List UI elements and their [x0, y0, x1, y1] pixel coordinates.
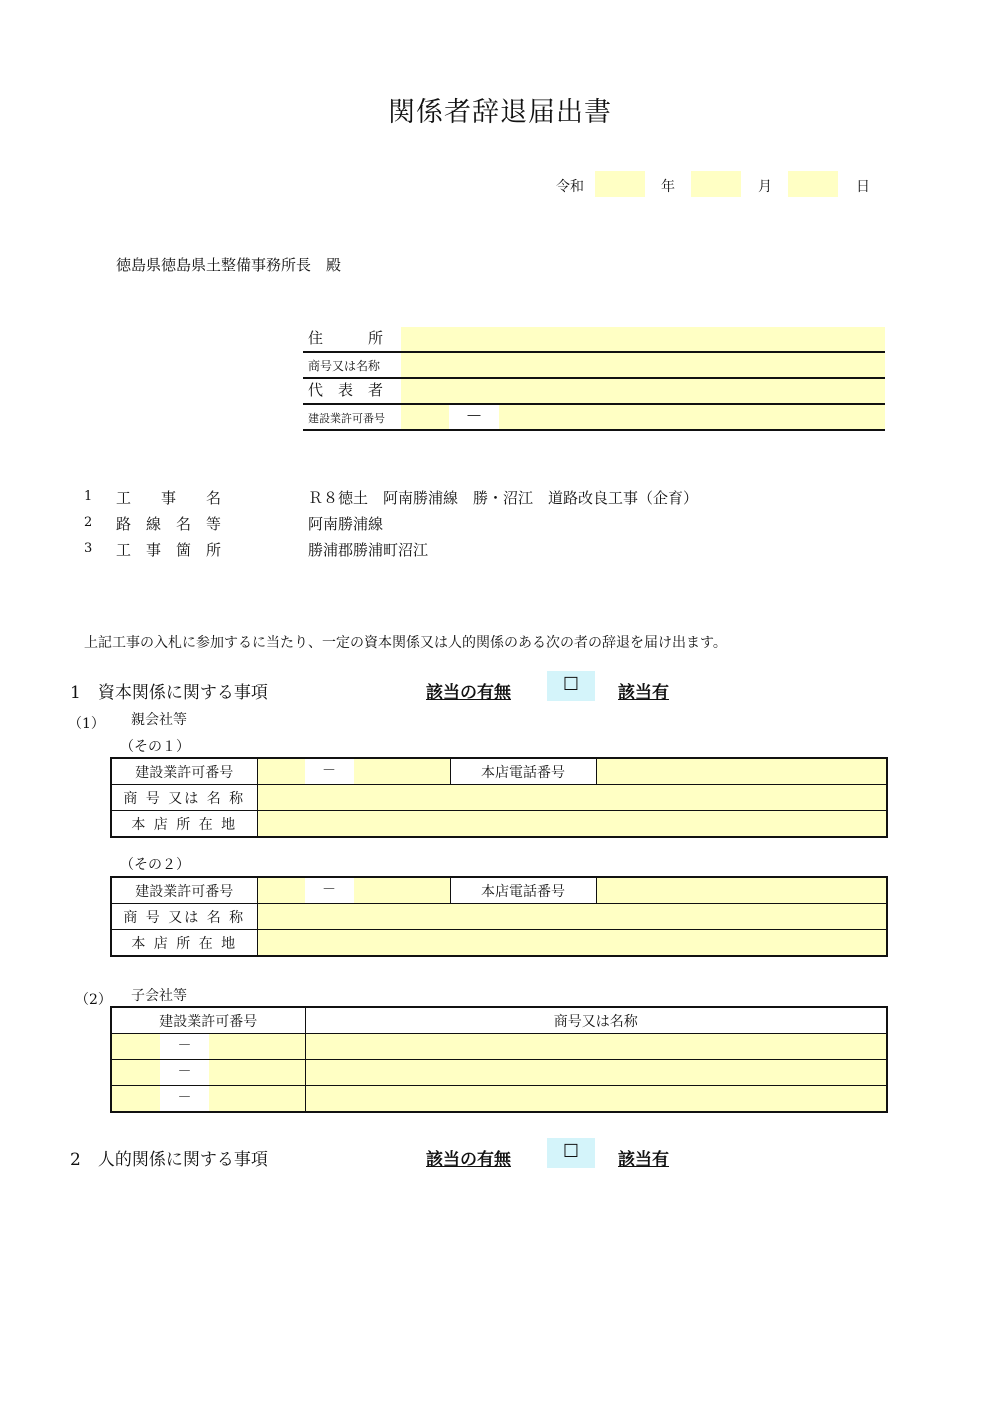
month-label: 月: [758, 179, 772, 195]
child-name-input[interactable]: [305, 1060, 887, 1086]
child-title: 子会社等: [131, 988, 187, 1004]
child-name-header: 商号又は名称: [305, 1007, 887, 1034]
day-label: 日: [856, 179, 870, 195]
license-number-input[interactable]: [209, 1060, 305, 1085]
parent-sub2-label: （その２）: [120, 857, 190, 873]
phone-label: 本店電話番号: [450, 758, 596, 785]
license-cell: [257, 877, 450, 904]
item-value: 勝浦郡勝浦町沼江: [308, 541, 429, 559]
license-number-input[interactable]: [209, 1086, 305, 1111]
name-label: 商号又は名称: [308, 359, 381, 373]
section2-title: 2 人的関係に関する事項: [70, 1150, 268, 1170]
representative-label: 代 表 者: [308, 381, 384, 399]
license-cell: [257, 758, 450, 785]
license-prefix-input[interactable]: [258, 878, 305, 903]
license-label: 建設業許可番号: [308, 412, 385, 425]
license-dash: －: [160, 1086, 209, 1111]
item-label: 工 事 名: [116, 489, 222, 507]
name-input[interactable]: [401, 353, 885, 377]
representative-input[interactable]: [401, 379, 885, 403]
year-input[interactable]: [595, 171, 645, 197]
license-prefix-input[interactable]: [112, 1034, 160, 1059]
license-dash: －: [160, 1060, 209, 1085]
section1-question: 該当の有無: [426, 683, 511, 703]
phone-label: 本店電話番号: [450, 877, 596, 904]
company-address-label: 本 店 所 在 地: [111, 811, 257, 838]
table-row: [111, 1086, 887, 1113]
section1-answer: 該当有: [618, 683, 669, 703]
phone-input[interactable]: [596, 877, 887, 904]
section1-title: 1 資本関係に関する事項: [70, 683, 268, 703]
parent-table-2: [110, 876, 888, 957]
company-address-input[interactable]: [257, 930, 887, 957]
era-label: 令和: [556, 179, 584, 195]
item-number: 3: [84, 541, 93, 556]
license-number-input[interactable]: [499, 405, 885, 429]
item-number: 2: [84, 515, 93, 530]
phone-input[interactable]: [596, 758, 887, 785]
license-prefix-input[interactable]: [112, 1060, 160, 1085]
company-name-input[interactable]: [257, 785, 887, 811]
license-dash: －: [305, 759, 354, 784]
section2-answer: 該当有: [618, 1150, 669, 1170]
license-label: 建設業許可番号: [111, 877, 257, 904]
item-label: 工 事 箇 所: [116, 541, 222, 559]
child-license-header: 建設業許可番号: [111, 1007, 305, 1034]
month-input[interactable]: [691, 171, 741, 197]
child-table: [110, 1006, 888, 1113]
page-title: 関係者辞退届出書: [388, 97, 612, 128]
child-name-input[interactable]: [305, 1086, 887, 1113]
address-input[interactable]: [401, 327, 885, 351]
license-number-input[interactable]: [354, 759, 450, 784]
item-number: 1: [84, 489, 93, 504]
parent-table-1: [110, 757, 888, 838]
year-label: 年: [661, 179, 675, 195]
parent-number: （1）: [68, 716, 105, 732]
addressee: 徳島県徳島県土整備事務所長 殿: [116, 256, 342, 274]
company-name-input[interactable]: [257, 904, 887, 930]
child-name-input[interactable]: [305, 1034, 887, 1060]
item-label: 路 線 名 等: [116, 515, 222, 533]
address-label: 住 所: [308, 329, 384, 347]
address-row: [303, 327, 885, 353]
name-row: [303, 353, 885, 379]
section2-checkbox[interactable]: ☐: [547, 1138, 595, 1168]
license-number-input[interactable]: [354, 878, 450, 903]
parent-sub1-label: （その１）: [120, 739, 190, 755]
license-dash: －: [305, 878, 354, 903]
section1-checkbox[interactable]: ☐: [547, 671, 595, 701]
company-address-input[interactable]: [257, 811, 887, 838]
section2-question: 該当の有無: [426, 1150, 511, 1170]
item-value: Ｒ８徳土 阿南勝浦線 勝・沼江 道路改良工事（企育）: [308, 489, 699, 507]
company-name-label: 商 号 又は 名 称: [111, 904, 257, 930]
representative-row: [303, 379, 885, 405]
license-dash: －: [160, 1034, 209, 1059]
statement: 上記工事の入札に参加するに当たり、一定の資本関係又は人的関係のある次の者の辞退を届け出ます。: [84, 635, 727, 651]
table-row: [111, 1034, 887, 1060]
license-prefix-input[interactable]: [258, 759, 305, 784]
day-input[interactable]: [788, 171, 838, 197]
company-address-label: 本 店 所 在 地: [111, 930, 257, 957]
child-license-cell: [111, 1060, 305, 1086]
license-label: 建設業許可番号: [111, 758, 257, 785]
license-row: [303, 405, 885, 431]
license-prefix-input[interactable]: [112, 1086, 160, 1111]
parent-title: 親会社等: [131, 712, 187, 728]
license-prefix-input[interactable]: [401, 405, 449, 429]
item-value: 阿南勝浦線: [308, 515, 384, 533]
child-license-cell: [111, 1086, 305, 1113]
table-row: [111, 1060, 887, 1086]
license-dash: ―: [467, 408, 481, 423]
company-name-label: 商 号 又は 名 称: [111, 785, 257, 811]
license-number-input[interactable]: [209, 1034, 305, 1059]
child-license-cell: [111, 1034, 305, 1060]
child-number: （2）: [75, 992, 112, 1008]
